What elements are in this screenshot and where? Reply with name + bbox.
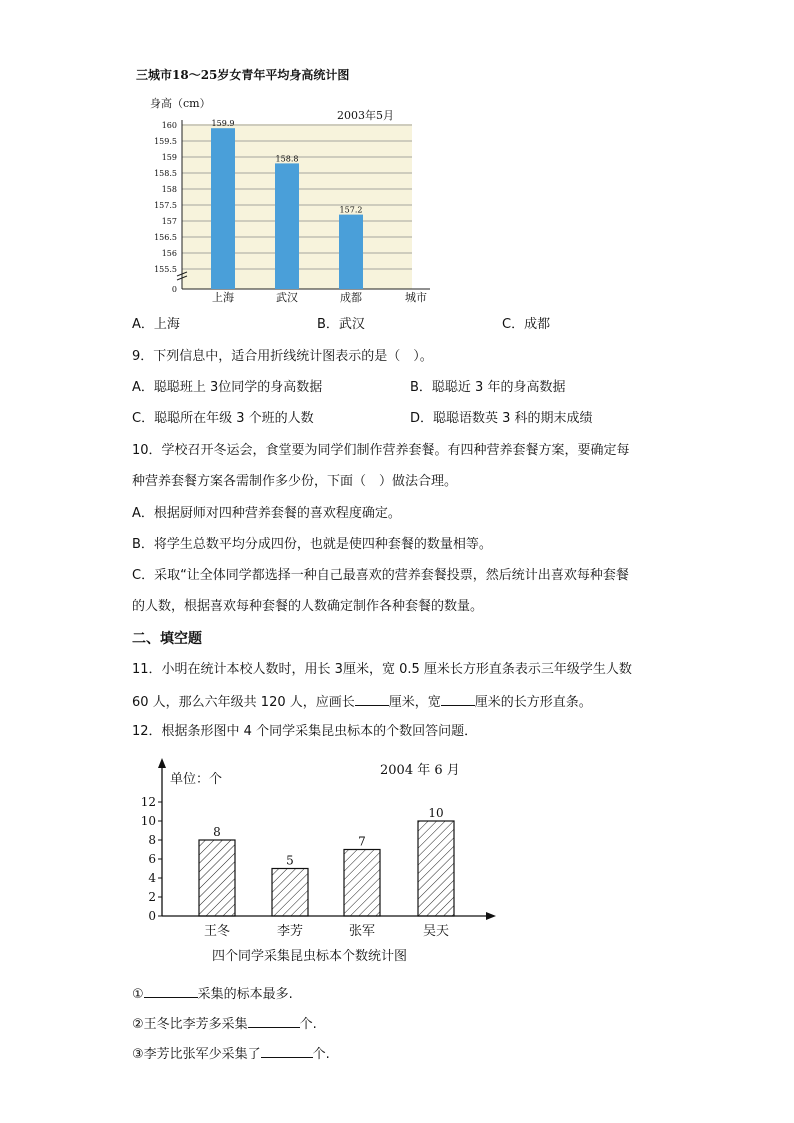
section-fill-in-blank-heading: 二、填空题 — [132, 631, 202, 647]
chart1-y-tick-label: 158.5 — [154, 169, 177, 178]
chart1-y-tick-label: 156.5 — [154, 233, 177, 242]
q11-line2 — [132, 691, 592, 713]
chart2-data-label: 7 — [358, 834, 366, 849]
q8-option-c[interactable]: C．成都 — [502, 317, 551, 332]
chart2-category-label: 张军 — [348, 924, 376, 939]
q12-sub1-text: 采集的标本最多. — [197, 987, 293, 1002]
height-bar-chart — [130, 62, 450, 307]
chart1-y-tick-label: 0 — [171, 285, 177, 294]
chart1-y-tick-label: 159.5 — [154, 137, 177, 146]
q12-sub2 — [132, 1013, 317, 1035]
q9-option-b[interactable]: B．聪聪近 3 年的身高数据 — [410, 380, 566, 395]
chart2-y-tick-label: 12 — [140, 795, 156, 809]
chart1-bar — [339, 215, 363, 289]
chart1-y-tick-label: 157 — [161, 217, 177, 226]
chart1-bar — [275, 163, 299, 289]
chart2-y-tick-label: 4 — [148, 871, 156, 885]
chart2-category-label: 王冬 — [203, 924, 231, 939]
q10-option-c-line2[interactable]: 的人数，根据喜欢每种套餐的人数确定制作各种套餐的数量。 — [132, 599, 484, 614]
q12-sub3-text-a: ③李芳比张军少采集了 — [132, 1047, 261, 1062]
chart1-xlabel: 城市 — [405, 291, 427, 304]
chart1-category-label: 武汉 — [276, 291, 298, 304]
chart2-bar — [272, 869, 308, 917]
q11-line2-text-b: 厘米，宽 — [388, 695, 441, 710]
specimen-bar-chart — [132, 752, 512, 970]
q10-stem-line2: 种营养套餐方案各需制作多少份，下面（ ）做法合理。 — [132, 474, 458, 489]
q12-sub3 — [132, 1043, 330, 1065]
chart2-y-axis-arrow — [158, 758, 166, 768]
q12-blank-1[interactable] — [144, 983, 198, 998]
chart2-y-ticks — [141, 795, 162, 923]
chart1-data-label: 157.2 — [339, 205, 363, 215]
chart1-y-tick-label: 160 — [161, 121, 177, 130]
chart1-y-tick-label: 158 — [161, 185, 177, 194]
chart1-bar — [211, 128, 235, 289]
chart1-subtitle: 2003年5月 — [337, 109, 394, 122]
q9-stem: 9．下列信息中，适合用折线统计图表示的是（ ）。 — [132, 349, 433, 364]
chart1-data-label: 158.8 — [275, 154, 299, 164]
chart2-category-label: 李芳 — [276, 924, 304, 939]
q9-option-c[interactable]: C．聪聪所在年级 3 个班的人数 — [132, 411, 314, 426]
chart2-bar — [418, 821, 454, 916]
chart1-category-label: 上海 — [212, 291, 234, 304]
chart1-y-tick-label: 155.5 — [154, 265, 177, 274]
q12-sub1 — [132, 983, 293, 1005]
q9-option-a[interactable]: A．聪聪班上 3位同学的身高数据 — [132, 380, 323, 395]
q11-blank-length[interactable] — [355, 691, 389, 706]
q10-option-c-line1[interactable]: C．采取“让全体同学都选择一种自己最喜欢的营养套餐投票，然后统计出喜欢每种套餐 — [132, 568, 629, 583]
q10-stem-line1: 10．学校召开冬运会，食堂要为同学们制作营养套餐。有四种营养套餐方案，要确定每 — [132, 443, 630, 458]
q11-line2-text-a: 60 人，那么六年级共 120 人，应画长 — [132, 695, 355, 710]
chart1-title: 三城市18～25岁女青年平均身高统计图 — [136, 68, 350, 82]
chart1-y-tick-label: 157.5 — [154, 201, 177, 210]
q12-blank-2[interactable] — [248, 1013, 300, 1028]
q8-option-b[interactable]: B．武汉 — [317, 317, 365, 332]
q12-sub3-text-b: 个. — [312, 1047, 330, 1062]
chart2-y-tick-label: 6 — [148, 852, 156, 866]
chart2-y-tick-label: 8 — [148, 833, 156, 847]
chart2-data-label: 10 — [428, 806, 444, 820]
q9-option-d[interactable]: D．聪聪语数英 3 科的期末成绩 — [410, 411, 593, 426]
chart1-category-label: 成都 — [340, 291, 362, 304]
chart2-x-axis-arrow — [486, 912, 496, 920]
q12-blank-3[interactable] — [261, 1043, 313, 1058]
chart2-data-label: 5 — [286, 853, 294, 868]
q12-sub2-text-b: 个. — [299, 1017, 317, 1032]
chart2-title: 四个同学采集昆虫标本个数统计图 — [212, 949, 408, 964]
chart2-data-label: 8 — [213, 825, 221, 839]
chart1-y-tick-label: 156 — [161, 249, 177, 258]
chart2-bar — [199, 840, 235, 916]
q8-option-a[interactable]: A．上海 — [132, 317, 180, 332]
q12-sub2-text-a: ②王冬比李芳多采集 — [132, 1017, 248, 1032]
q12-sub1-number: ① — [132, 987, 144, 1002]
q11-blank-width[interactable] — [441, 691, 475, 706]
chart1-y-ticks — [154, 121, 177, 294]
chart2-bar — [344, 850, 380, 917]
chart2-y-tick-label: 10 — [140, 814, 156, 828]
q10-option-a[interactable]: A．根据厨师对四种营养套餐的喜欢程度确定。 — [132, 506, 401, 521]
chart2-category-label: 吴天 — [422, 924, 450, 939]
chart1-ylabel: 身高（cm） — [150, 97, 211, 110]
chart1-data-label: 159.9 — [211, 119, 235, 129]
chart2-unit-label: 单位：个 — [170, 772, 223, 787]
chart2-y-tick-label: 2 — [148, 890, 156, 904]
q10-option-b[interactable]: B．将学生总数平均分成四份，也就是使四种套餐的数量相等。 — [132, 537, 492, 552]
chart2-y-tick-label: 0 — [148, 909, 156, 923]
chart1-y-tick-label: 159 — [161, 153, 177, 162]
q11-line2-text-c: 厘米的长方形直条。 — [474, 695, 592, 710]
q11-line1: 11．小明在统计本校人数时，用长 3厘米，宽 0.5 厘米长方形直条表示三年级学生人数 — [132, 662, 632, 677]
chart2-subtitle: 2004 年 6 月 — [380, 763, 460, 778]
q12-stem: 12．根据条形图中 4 个同学采集昆虫标本的个数回答问题． — [132, 724, 478, 739]
